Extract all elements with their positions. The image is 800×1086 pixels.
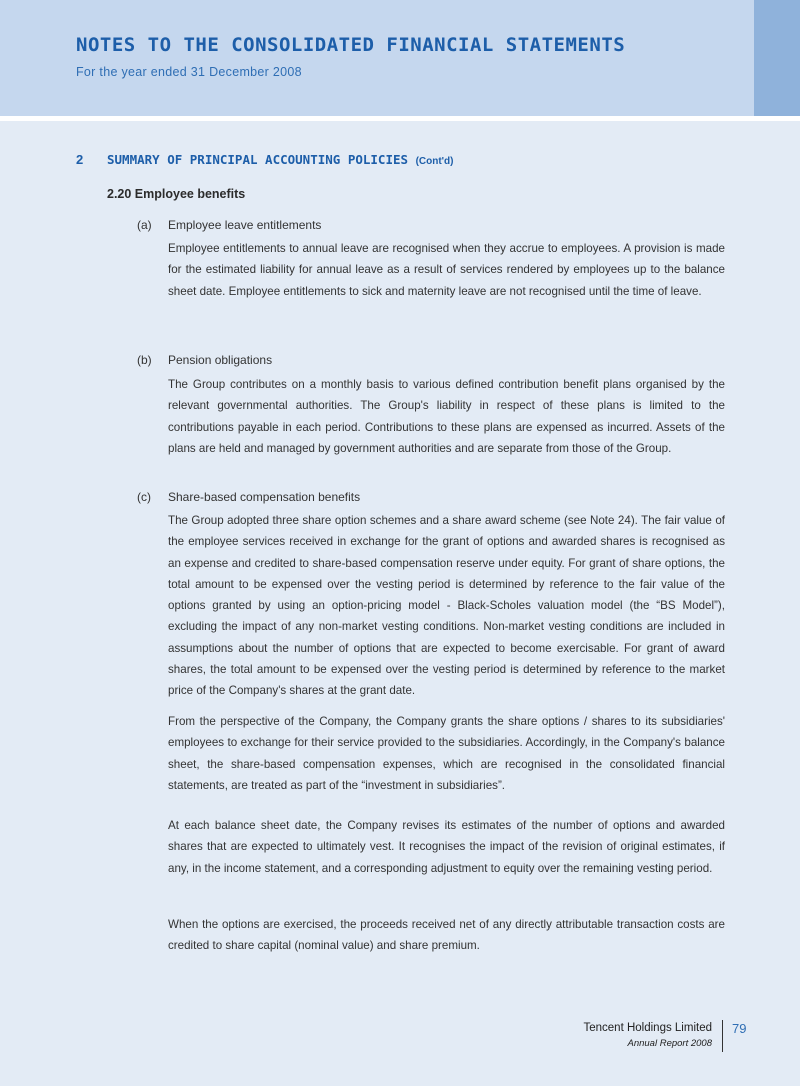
header-band [0, 0, 800, 116]
item-label-b: (b) [137, 353, 152, 367]
item-heading-a: Employee leave entitlements [168, 218, 322, 232]
item-heading-b: Pension obligations [168, 353, 273, 367]
section-contd: (Cont'd) [415, 156, 454, 167]
subsection-heading: 2.20 Employee benefits [107, 187, 246, 201]
paragraph-a-1: Employee entitlements to annual leave are recognised when they accrue to employees. A provision is made for the estimated liability for annual leave as a result of services rendered by employees up to the balance sheet date. Employee entitlements to sick and maternity leave are not recognised until the time of leave. [168, 242, 725, 298]
section-number: 2 [76, 152, 84, 167]
section-heading [107, 152, 453, 167]
header-tab-accent [754, 0, 800, 116]
item-label-a: (a) [137, 218, 152, 232]
paragraph-c-1: The Group adopted three share option schemes and a share award scheme (see Note 24). The fair value of the employee services received in exchange for the grant of options and awarded shares is recognised as an expense and credited to share-based compensation reserve under equity. For grant of share options, the total amount to be expensed over the vesting period is determined by reference to the fair value of the options granted by using an option-pricing model - Black-Scholes valuation model (the “BS Model”), excluding the impact of any non-market vesting conditions. Non-market vesting conditions are included in assumptions about the number of options that are expected to become exercisable. For grant of award shares, the total amount to be expensed over the vesting period is determined by reference to the market price of the Company's shares at the grant date. [168, 514, 725, 698]
item-heading-c: Share-based compensation benefits [168, 490, 361, 504]
footer-company: Tencent Holdings Limited [583, 1022, 712, 1034]
paragraph-c-3: At each balance sheet date, the Company revises its estimates of the number of options and awarded shares that are expected to ultimately vest. It recognises the impact of the revision of original estimates, if any, in the income statement, and a corresponding adjustment to equity over the remaining vesting period. [168, 819, 725, 875]
page-subtitle: For the year ended 31 December 2008 [76, 65, 302, 79]
footer-report: Annual Report 2008 [627, 1038, 712, 1049]
page-number: 79 [732, 1021, 747, 1036]
paragraph-c-2: From the perspective of the Company, the Company grants the share options / shares to its subsidiaries' employees to exchange for their service provided to the subsidiaries. Accordingly, in the Company's balance sheet, the share-based compensation expenses, which are recognised in the consolidated financial statements, are treated as part of the “investment in subsidiaries”. [168, 715, 725, 792]
header-divider [0, 116, 800, 121]
footer-divider [722, 1020, 723, 1052]
item-label-c: (c) [137, 490, 151, 504]
section-title-text: SUMMARY OF PRINCIPAL ACCOUNTING POLICIES [107, 152, 409, 167]
paragraph-c-4: When the options are exercised, the proceeds received net of any directly attributable transaction costs are credited to share capital (nominal value) and share premium. [168, 918, 725, 953]
page-title: NOTES TO THE CONSOLIDATED FINANCIAL STATEMENTS [76, 34, 626, 56]
paragraph-b-1: The Group contributes on a monthly basis to various defined contribution benefit plans organised by the relevant governmental authorities. The Group's liability in respect of these plans is limited to the contributions payable in each period. Contributions to these plans are expensed as incurred. Assets of the plans are held and managed by government authorities and are separate from those of the Group. [168, 378, 725, 455]
